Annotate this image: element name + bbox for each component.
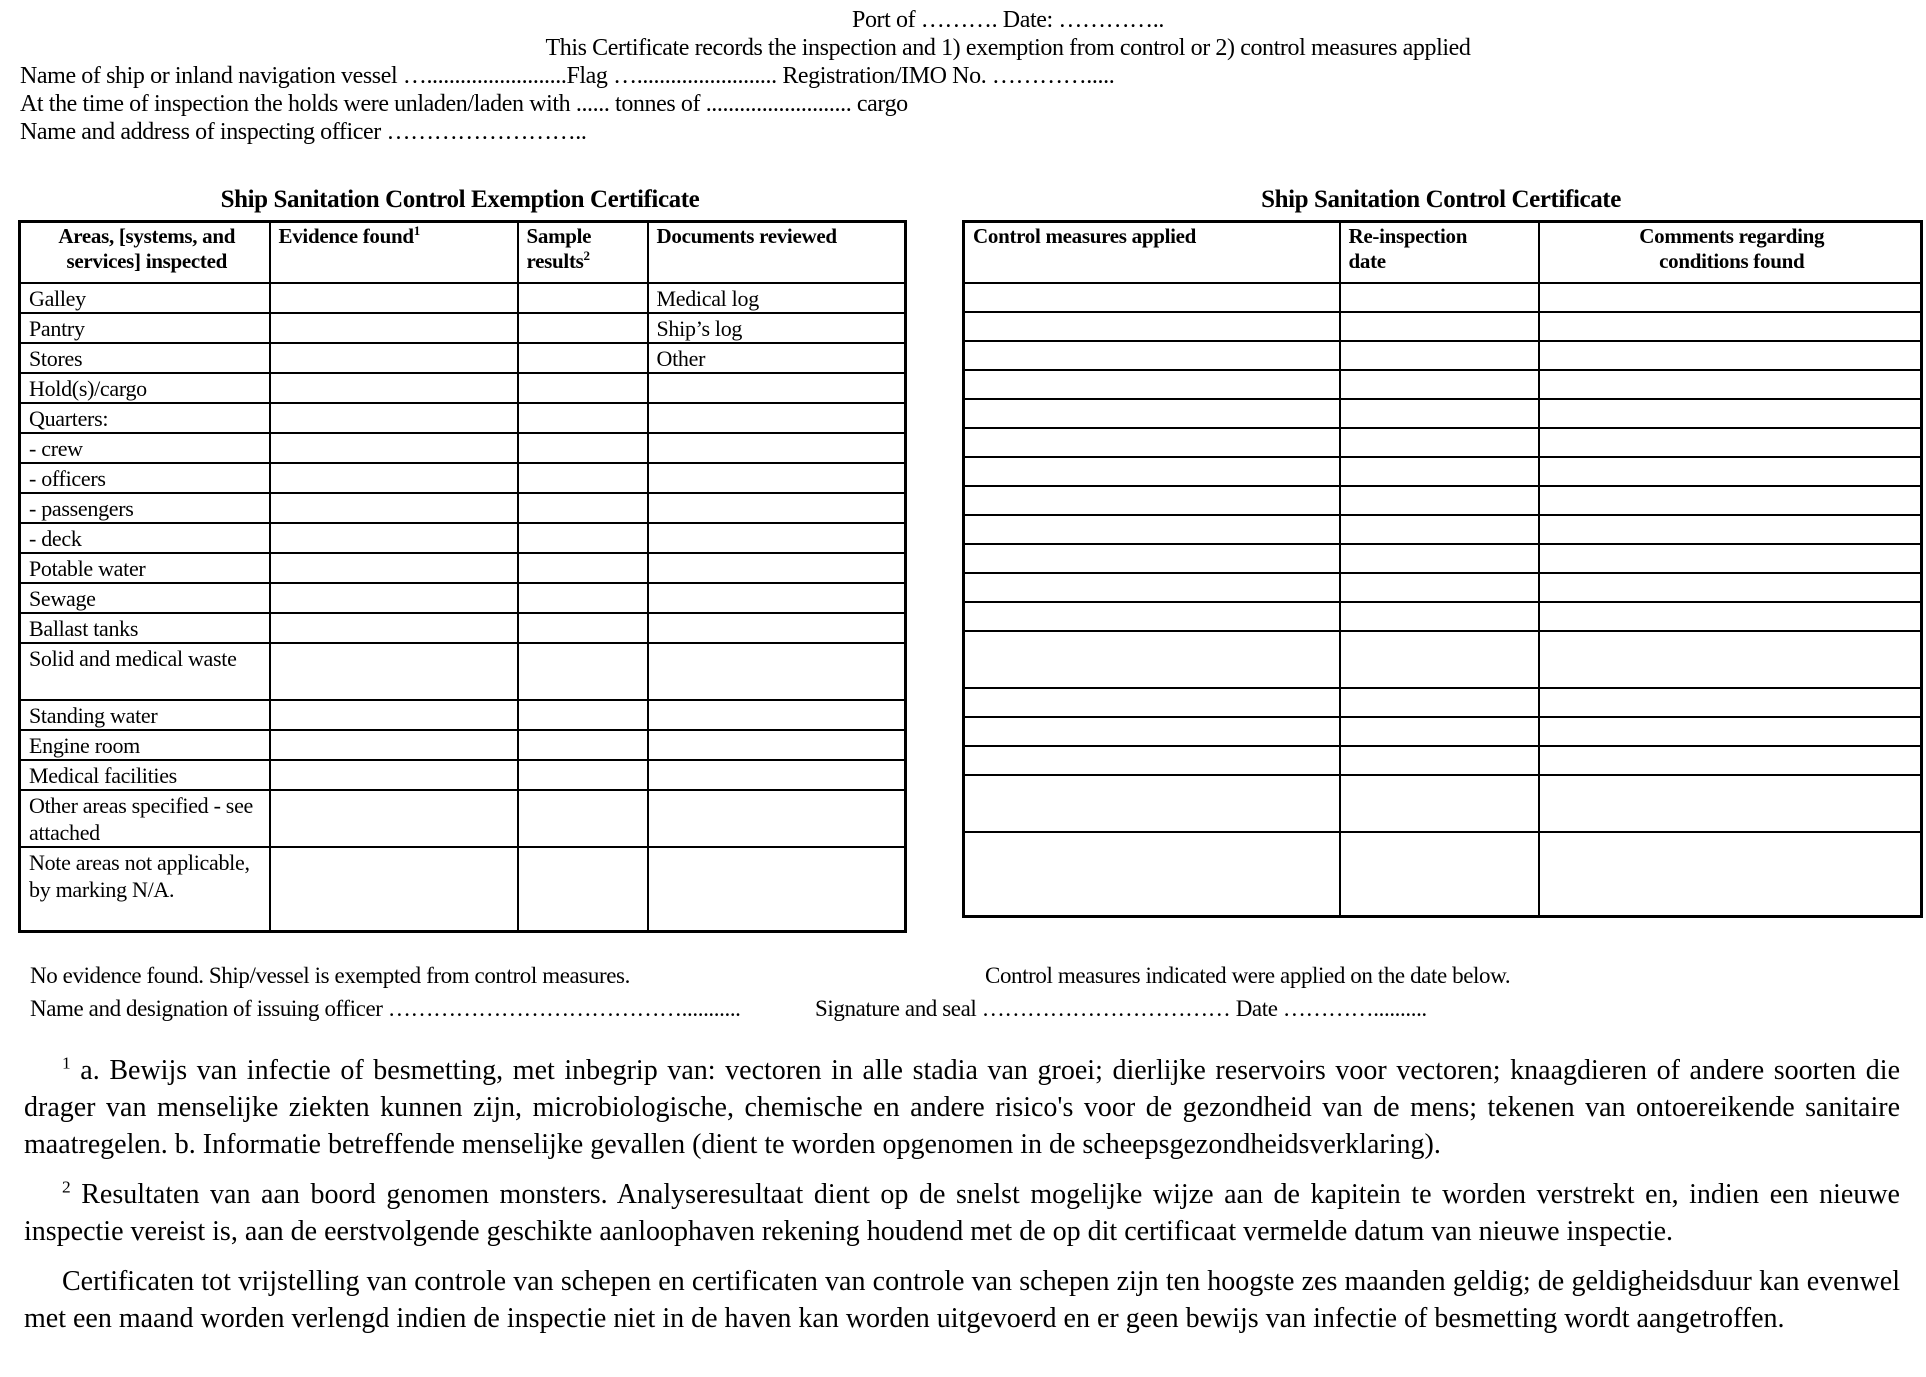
control-measures-cell (964, 688, 1340, 717)
exemption-table-row (20, 790, 906, 847)
sample-results-cell (518, 433, 648, 463)
column-header-documents-reviewed: Documents reviewed (648, 222, 906, 283)
sample-results-cell (518, 313, 648, 343)
exemption-table-row (20, 613, 906, 643)
inspecting-officer-line: Name and address of inspecting officer …………………….. (20, 119, 587, 145)
exemption-table-row (20, 283, 906, 313)
reinspection-date-cell (1340, 746, 1539, 775)
signature-seal-date-line: Signature and seal …………………………… Date ………….......... (815, 996, 1427, 1021)
evidence-found-cell (270, 403, 518, 433)
control-measures-cell (964, 544, 1340, 573)
control-table-row (964, 341, 1922, 370)
column-header-sample-results: Sample results$^2$ (518, 222, 648, 283)
control-table-row (964, 515, 1922, 544)
port-date-line: Port of ………. Date: ………….. (852, 7, 1164, 33)
evidence-found-cell (270, 433, 518, 463)
area-cell: Solid and medical waste (20, 643, 270, 700)
reinspection-date-cell (1340, 399, 1539, 428)
exemption-table-row (20, 730, 906, 760)
control-measures-cell (964, 283, 1340, 312)
evidence-found-cell (270, 730, 518, 760)
footnote-3 (24, 1263, 1900, 1337)
reinspection-date-cell (1340, 428, 1539, 457)
control-measures-cell (964, 457, 1340, 486)
reinspection-date-cell (1340, 312, 1539, 341)
control-certificate-title: Ship Sanitation Control Certificate (1261, 186, 1621, 213)
documents-reviewed-cell (648, 403, 906, 433)
area-cell: - officers (20, 463, 270, 493)
area-cell: Engine room (20, 730, 270, 760)
area-cell: Galley (20, 283, 270, 313)
area-cell: Other areas specified - see attached (20, 790, 270, 847)
reinspection-date-cell (1340, 457, 1539, 486)
control-table-row (964, 428, 1922, 457)
evidence-found-cell (270, 313, 518, 343)
exemption-certificate-title: Ship Sanitation Control Exemption Certificate (220, 186, 700, 213)
footnote-3-text: Certificaten tot vrijstelling van controle van schepen en certificaten van controle van schepen zijn ten hoogste zes maanden geldig; de geldigheidsduur kan evenwel met een maand worden verlengd indien de inspectie niet in de haven kan worden uitgevoerd en er geen bewijs van infectie of besmetting wordt aangetroffen. (24, 1266, 1900, 1334)
reinspection-date-cell (1340, 573, 1539, 602)
footnote-2 (24, 1176, 1900, 1250)
evidence-found-cell (270, 613, 518, 643)
comments-cell (1539, 775, 1922, 832)
area-cell: Note areas not applicable, by marking N/A. (20, 847, 270, 932)
footnote-1-marker: 1 (62, 1053, 71, 1073)
comments-cell (1539, 457, 1922, 486)
area-cell: Medical facilities (20, 760, 270, 790)
exemption-table-row (20, 643, 906, 700)
evidence-found-cell (270, 583, 518, 613)
control-table-row (964, 775, 1922, 832)
reinspection-date-cell (1340, 688, 1539, 717)
comments-cell (1539, 544, 1922, 573)
control-measures-cell (964, 631, 1340, 688)
control-certificate-table (962, 220, 1923, 918)
sample-results-cell (518, 583, 648, 613)
column-header-reinspection-date: Re-inspection date (1340, 222, 1539, 283)
sample-results-cell (518, 613, 648, 643)
area-cell: Hold(s)/cargo (20, 373, 270, 403)
evidence-found-cell (270, 847, 518, 932)
evidence-found-cell (270, 463, 518, 493)
control-measures-cell (964, 341, 1340, 370)
comments-cell (1539, 283, 1922, 312)
reinspection-date-cell (1340, 832, 1539, 917)
reinspection-date-cell (1340, 486, 1539, 515)
control-table-row (964, 602, 1922, 631)
exemption-table-row (20, 523, 906, 553)
evidence-found-cell (270, 373, 518, 403)
control-table-row (964, 717, 1922, 746)
documents-reviewed-cell (648, 433, 906, 463)
evidence-found-cell (270, 553, 518, 583)
evidence-found-cell (270, 790, 518, 847)
exemption-table-row (20, 373, 906, 403)
exemption-table-row (20, 343, 906, 373)
control-table-row (964, 312, 1922, 341)
documents-reviewed-cell (648, 373, 906, 403)
reinspection-date-cell (1340, 631, 1539, 688)
control-table-row (964, 370, 1922, 399)
documents-reviewed-cell: Other (648, 343, 906, 373)
sample-results-cell (518, 493, 648, 523)
documents-reviewed-cell (648, 553, 906, 583)
reinspection-date-cell (1340, 283, 1539, 312)
area-cell: - crew (20, 433, 270, 463)
area-cell: - deck (20, 523, 270, 553)
area-cell: Standing water (20, 700, 270, 730)
area-cell: Sewage (20, 583, 270, 613)
exemption-table-row (20, 553, 906, 583)
exemption-table-row (20, 433, 906, 463)
footnote-2-marker: 2 (62, 1177, 71, 1197)
documents-reviewed-cell (648, 790, 906, 847)
document-header (0, 6, 1926, 146)
documents-reviewed-cell: Ship’s log (648, 313, 906, 343)
comments-cell (1539, 399, 1922, 428)
comments-cell (1539, 370, 1922, 399)
exemption-table-row (20, 403, 906, 433)
control-table-row (964, 688, 1922, 717)
reinspection-date-cell (1340, 717, 1539, 746)
area-cell: Quarters: (20, 403, 270, 433)
exemption-table-row (20, 760, 906, 790)
control-measures-applied-line: Control measures indicated were applied on the date below. (985, 963, 1511, 988)
ship-name-line: Name of ship or inland navigation vessel ….........................Flag …......................... Registration/IMO No. …………..... (20, 63, 1115, 89)
column-header-comments: Comments regarding conditions found (1539, 222, 1922, 283)
sample-results-cell (518, 373, 648, 403)
control-table-row (964, 573, 1922, 602)
comments-cell (1539, 717, 1922, 746)
control-measures-cell (964, 832, 1340, 917)
comments-cell (1539, 486, 1922, 515)
sample-results-cell (518, 463, 648, 493)
control-table-row (964, 283, 1922, 312)
column-header-control-measures: Control measures applied (964, 222, 1340, 283)
control-measures-cell (964, 717, 1340, 746)
comments-cell (1539, 688, 1922, 717)
sample-results-cell (518, 700, 648, 730)
exemption-table-row (20, 847, 906, 932)
control-measures-cell (964, 515, 1340, 544)
sample-results-cell (518, 283, 648, 313)
documents-reviewed-cell: Medical log (648, 283, 906, 313)
exemption-table-row (20, 463, 906, 493)
reinspection-date-cell (1340, 341, 1539, 370)
sample-results-cell (518, 553, 648, 583)
exemption-header-row (20, 222, 906, 283)
control-table-row (964, 457, 1922, 486)
evidence-found-cell (270, 523, 518, 553)
evidence-found-cell (270, 283, 518, 313)
documents-reviewed-cell (648, 583, 906, 613)
control-measures-cell (964, 775, 1340, 832)
area-cell: Pantry (20, 313, 270, 343)
reinspection-date-cell (1340, 370, 1539, 399)
control-table-row (964, 832, 1922, 917)
reinspection-date-cell (1340, 602, 1539, 631)
reinspection-date-cell (1340, 515, 1539, 544)
footnotes-section (24, 1052, 1900, 1350)
control-measures-cell (964, 602, 1340, 631)
reinspection-date-cell (1340, 544, 1539, 573)
comments-cell (1539, 341, 1922, 370)
evidence-found-cell (270, 760, 518, 790)
issuing-officer-signature-line: Name and designation of issuing officer …………………………………........... (30, 996, 741, 1021)
comments-cell (1539, 573, 1922, 602)
footnote-marker-2: 2 (583, 248, 590, 263)
control-table-row (964, 486, 1922, 515)
area-cell: Potable water (20, 553, 270, 583)
control-header-row (964, 222, 1922, 283)
sample-results-cell (518, 847, 648, 932)
exemption-certificate-table (18, 220, 907, 933)
documents-reviewed-cell (648, 730, 906, 760)
control-table-row (964, 544, 1922, 573)
control-measures-cell (964, 746, 1340, 775)
column-header-areas-inspected: Areas, [systems, and services] inspected (20, 222, 270, 283)
documents-reviewed-cell (648, 523, 906, 553)
control-table-row (964, 746, 1922, 775)
exemption-table-header (20, 222, 906, 283)
documents-reviewed-cell (648, 463, 906, 493)
exemption-table-row (20, 700, 906, 730)
no-evidence-result-line: No evidence found. Ship/vessel is exempted from control measures. (30, 963, 630, 988)
documents-reviewed-cell (648, 760, 906, 790)
documents-reviewed-cell (648, 493, 906, 523)
documents-reviewed-cell (648, 847, 906, 932)
column-header-evidence-found: Evidence found$^1$ (270, 222, 518, 283)
evidence-found-cell (270, 343, 518, 373)
evidence-found-cell (270, 493, 518, 523)
sample-results-cell (518, 730, 648, 760)
footnote-1 (24, 1052, 1900, 1163)
comments-cell (1539, 312, 1922, 341)
reinspection-date-cell (1340, 775, 1539, 832)
control-table-header (964, 222, 1922, 283)
sample-results-cell (518, 760, 648, 790)
evidence-found-cell (270, 700, 518, 730)
footnote-marker-1: 1 (413, 223, 420, 238)
comments-cell (1539, 746, 1922, 775)
control-table-row (964, 631, 1922, 688)
exemption-table-row (20, 583, 906, 613)
documents-reviewed-cell (648, 643, 906, 700)
control-measures-cell (964, 399, 1340, 428)
area-cell: Ballast tanks (20, 613, 270, 643)
sample-results-cell (518, 403, 648, 433)
control-table-body (964, 283, 1922, 917)
control-measures-cell (964, 573, 1340, 602)
footnote-1-text: a. Bewijs van infectie of besmetting, met inbegrip van: vectoren in alle stadia van groei; dierlijke reservoirs voor vectoren; knaagdieren of andere soorten die drager van menselijke ziekten kunnen zijn, microbiologische, chemische en andere risico's voor de gezondheid van de mens; tekenen van ontoereikende sanitaire maatregelen. b. Informatie betreffende menselijke gevallen (dient te worden opgenomen in de scheepsgezondheidsverklaring). (24, 1055, 1900, 1160)
sample-results-cell (518, 790, 648, 847)
documents-reviewed-cell (648, 613, 906, 643)
control-measures-cell (964, 370, 1340, 399)
sample-results-cell (518, 523, 648, 553)
comments-cell (1539, 631, 1922, 688)
certificate-description-line: This Certificate records the inspection and 1) exemption from control or 2) control measures applied (545, 35, 1471, 61)
evidence-found-cell (270, 643, 518, 700)
comments-cell (1539, 428, 1922, 457)
footnote-2-text: Resultaten van aan boord genomen monsters. Analyseresultaat dient op de snelst mogelijke wijze aan de kapitein te worden verstrekt en, indien een nieuwe inspectie vereist is, aan de eerstvolgende geschikte aanloophaven rekening houdend met de op dit certificaat vermelde datum van nieuwe inspectie. (24, 1179, 1900, 1247)
control-table-row (964, 399, 1922, 428)
comments-cell (1539, 515, 1922, 544)
documents-reviewed-cell (648, 700, 906, 730)
control-measures-cell (964, 312, 1340, 341)
area-cell: Stores (20, 343, 270, 373)
area-cell: - passengers (20, 493, 270, 523)
control-measures-cell (964, 486, 1340, 515)
exemption-table-row (20, 493, 906, 523)
holds-cargo-line: At the time of inspection the holds were unladen/laden with ...... tonnes of .......................... cargo (20, 91, 908, 117)
control-measures-cell (964, 428, 1340, 457)
comments-cell (1539, 602, 1922, 631)
sample-results-cell (518, 343, 648, 373)
sample-results-cell (518, 643, 648, 700)
exemption-table-row (20, 313, 906, 343)
exemption-table-body (20, 283, 906, 932)
comments-cell (1539, 832, 1922, 917)
